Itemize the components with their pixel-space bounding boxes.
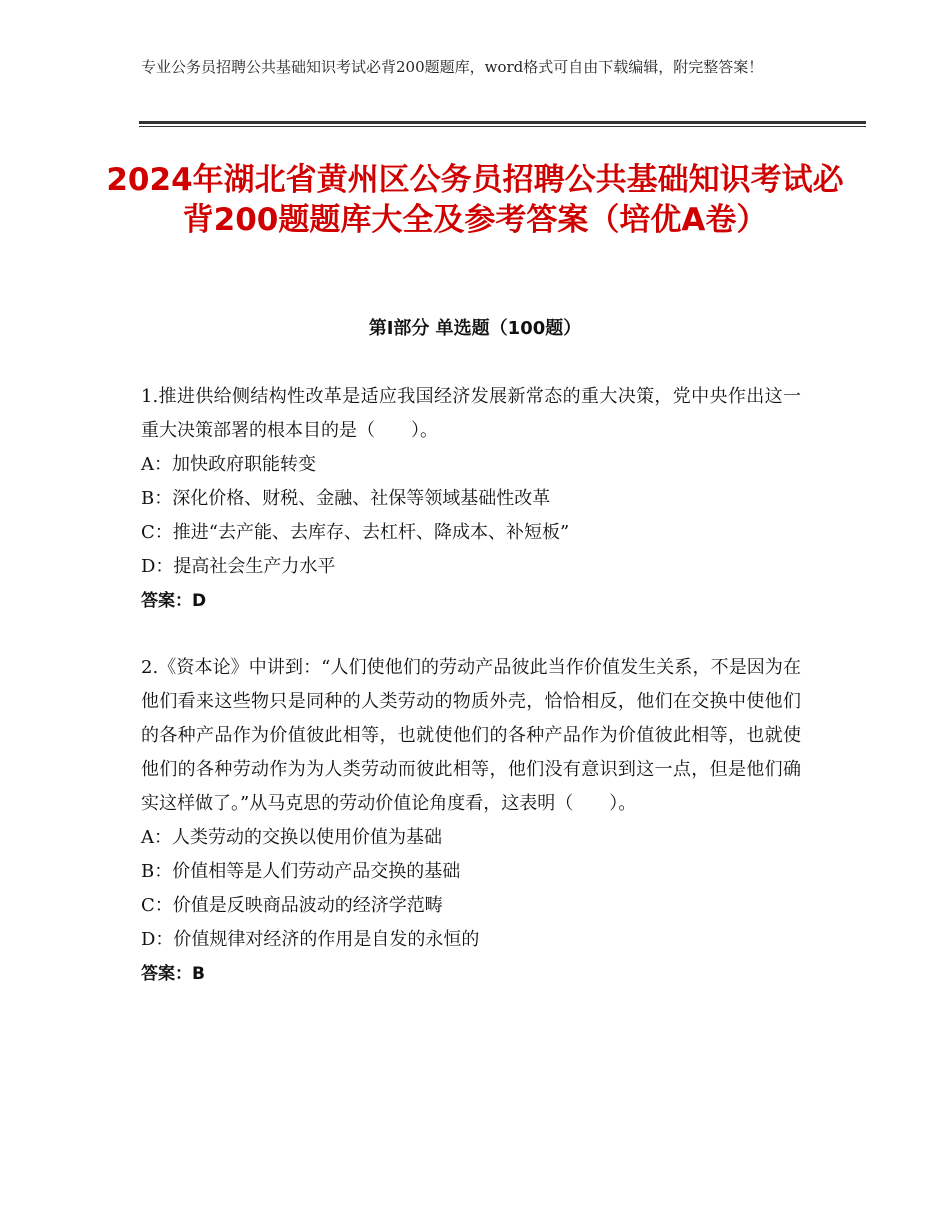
question-2 <box>141 651 801 991</box>
question-1 <box>141 380 801 618</box>
document-title: 2024年湖北省黄州区公务员招聘公共基础知识考试必背200题题库大全及参考答案（培优A卷） <box>106 162 844 238</box>
question-1-answer: 答案：D <box>141 591 207 611</box>
question-2-option-a: A：人类劳动的交换以使用价值为基础 <box>141 827 442 848</box>
section-title: 第Ⅰ部分 单选题（100题） <box>368 318 582 339</box>
question-2-text: 2.《资本论》中讲到：“人们使他们的劳动产品彼此当作价值发生关系，不是因为在他们看来这些物只是同种的人类劳动的物质外壳，恰恰相反，他们在交换中使他们的各种产品作为价值彼此相等，也就使他们的各种产品作为价值彼此相等，也就使他们的各种劳动作为为人类劳动而彼此相等，他们没有意识到这一点，但是他们确实这样做了。”从马克思的劳动价值论角度看，这表明（ ）。 <box>141 657 801 814</box>
header-divider-thin <box>139 126 866 127</box>
question-1-text: 1.推进供给侧结构性改革是适应我国经济发展新常态的重大决策，党中央作出这一重大决策部署的根本目的是（ ）。 <box>141 386 801 441</box>
question-1-option-a: A：加快政府职能转变 <box>141 454 316 475</box>
question-2-option-b: B：价值相等是人们劳动产品交换的基础 <box>141 861 461 882</box>
question-1-option-c: C：推进“去产能、去库存、去杠杆、降成本、补短板” <box>141 522 570 543</box>
question-1-option-d: D：提高社会生产力水平 <box>141 556 336 577</box>
header-note: 专业公务员招聘公共基础知识考试必背200题题库，word格式可自由下载编辑，附完整答案！ <box>141 58 764 76</box>
question-2-option-c: C：价值是反映商品波动的经济学范畴 <box>141 895 443 916</box>
question-1-option-b: B：深化价格、财税、金融、社保等领域基础性改革 <box>141 488 551 509</box>
question-2-option-d: D：价值规律对经济的作用是自发的永恒的 <box>141 929 480 950</box>
header-divider-thick <box>139 121 866 124</box>
question-2-answer: 答案：B <box>141 964 205 984</box>
